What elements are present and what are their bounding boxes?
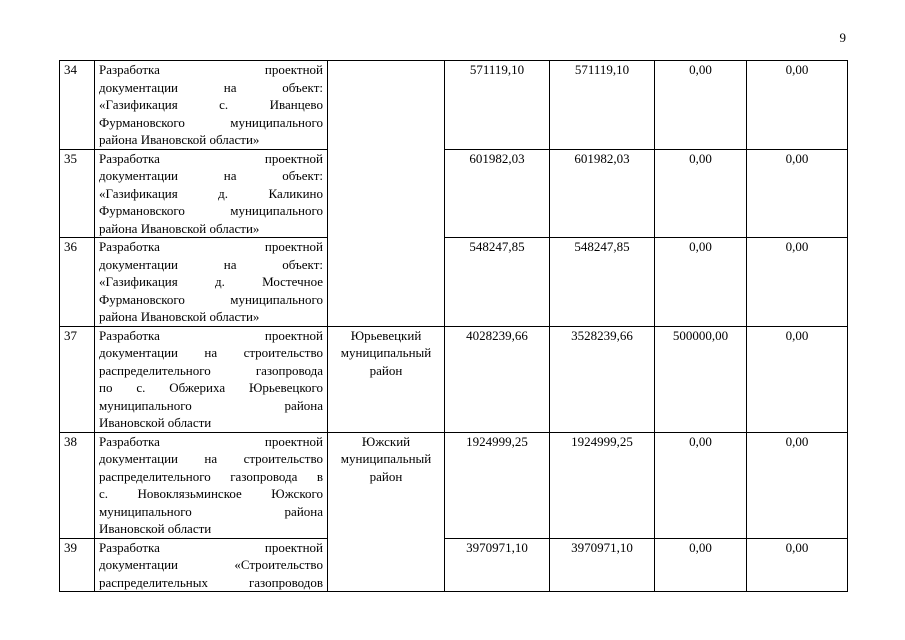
table-row — [60, 149, 848, 238]
amount-col3: 0,00 — [655, 149, 747, 238]
row-number: 35 — [60, 149, 95, 238]
amount-col4: 0,00 — [747, 326, 848, 432]
amount-col3: 0,00 — [655, 238, 747, 327]
amount-col4: 0,00 — [747, 149, 848, 238]
table-row — [60, 61, 848, 150]
amount-col4: 0,00 — [747, 238, 848, 327]
project-description: Разработка проектной документации на строительство распределительного газопровода по с. Обжериха Юрьевецкого муниципального района Ивановской области — [95, 326, 328, 432]
amount-col2: 571119,10 — [550, 61, 655, 150]
district-cell: Южский муниципальный район — [328, 432, 445, 592]
table-row — [60, 326, 848, 432]
amount-col3: 500000,00 — [655, 326, 747, 432]
row-number: 39 — [60, 538, 95, 592]
total-amount: 601982,03 — [445, 149, 550, 238]
total-amount: 4028239,66 — [445, 326, 550, 432]
project-description: Разработка проектной документации на объект: «Газификация с. Иванцево Фурмановского муниципального района Ивановской области» — [95, 61, 328, 150]
total-amount: 1924999,25 — [445, 432, 550, 538]
row-number: 36 — [60, 238, 95, 327]
amount-col3: 0,00 — [655, 538, 747, 592]
amount-col2: 1924999,25 — [550, 432, 655, 538]
amount-col2: 3528239,66 — [550, 326, 655, 432]
district-cell — [328, 61, 445, 327]
amount-col2: 601982,03 — [550, 149, 655, 238]
project-description: Разработка проектной документации на объект: «Газификация д. Мостечное Фурмановского муниципального района Ивановской области» — [95, 238, 328, 327]
page-number: 9 — [839, 30, 846, 45]
table-row — [60, 238, 848, 327]
district-cell: Юрьевецкий муниципальный район — [328, 326, 445, 432]
amount-col3: 0,00 — [655, 61, 747, 150]
total-amount: 3970971,10 — [445, 538, 550, 592]
amount-col4: 0,00 — [747, 432, 848, 538]
row-number: 37 — [60, 326, 95, 432]
table-row — [60, 432, 848, 538]
amount-col4: 0,00 — [747, 538, 848, 592]
table-row — [60, 538, 848, 592]
amount-col2: 548247,85 — [550, 238, 655, 327]
project-description: Разработка проектной документации на строительство распределительного газопровода в с. Новоклязьминское Южского муниципального района Ивановской области — [95, 432, 328, 538]
project-description: Разработка проектной документации «Строительство распределительных газопроводов — [95, 538, 328, 592]
row-number: 34 — [60, 61, 95, 150]
amount-col3: 0,00 — [655, 432, 747, 538]
amount-col2: 3970971,10 — [550, 538, 655, 592]
amount-col4: 0,00 — [747, 61, 848, 150]
budget-table — [59, 60, 848, 592]
row-number: 38 — [60, 432, 95, 538]
project-description: Разработка проектной документации на объект: «Газификация д. Каликино Фурмановского муниципального района Ивановской области» — [95, 149, 328, 238]
total-amount: 571119,10 — [445, 61, 550, 150]
total-amount: 548247,85 — [445, 238, 550, 327]
